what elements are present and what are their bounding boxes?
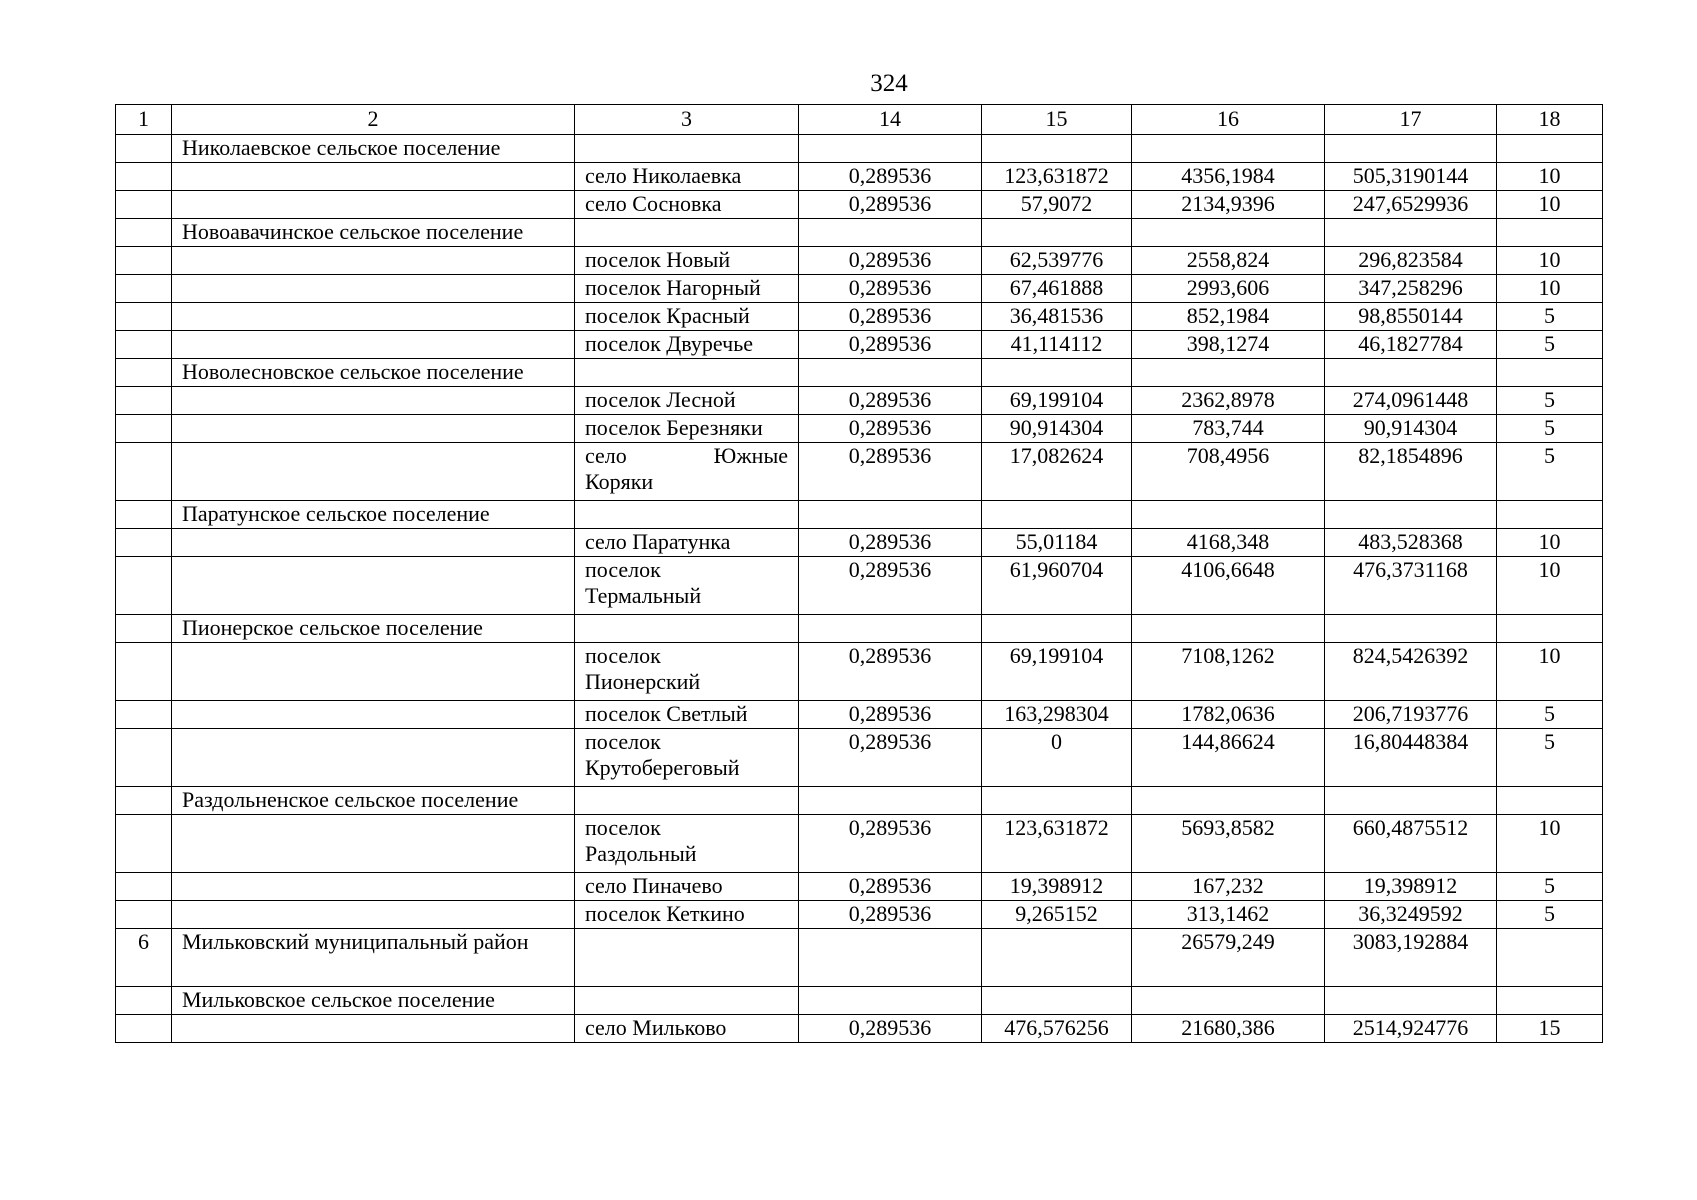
locality-cell: поселок Нагорный [575,275,799,303]
settlement-name-cell [172,529,575,557]
value-cell-14: 0,289536 [799,529,982,557]
locality-line: Пионерский [585,669,701,694]
value-cell-18: 5 [1497,331,1603,359]
locality-cell: село Николаевка [575,163,799,191]
row-number-cell [116,529,172,557]
row-number-cell: 6 [116,929,172,987]
table-body [116,105,1603,1043]
table-row [116,247,1603,275]
value-cell-16: 4168,348 [1132,529,1325,557]
empty-cell [799,929,982,987]
value-cell-17: 82,1854896 [1325,443,1497,501]
settlement-name-cell [172,415,575,443]
empty-cell [1132,219,1325,247]
empty-cell [575,987,799,1015]
value-cell-14: 0,289536 [799,701,982,729]
table-row [116,643,1603,701]
table-row [116,529,1603,557]
value-cell-16: 7108,1262 [1132,643,1325,701]
empty-cell [982,787,1132,815]
row-number-cell [116,443,172,501]
table-row [116,443,1603,501]
row-number-cell [116,729,172,787]
locality-cell [575,815,799,873]
settlement-name-cell [172,443,575,501]
row-number-cell [116,275,172,303]
empty-cell [1497,501,1603,529]
row-number-cell [116,701,172,729]
header-cell: 2 [172,105,575,135]
value-cell-18: 10 [1497,557,1603,615]
value-cell-18: 5 [1497,387,1603,415]
empty-cell [575,615,799,643]
table-row [116,901,1603,929]
value-cell-18: 10 [1497,163,1603,191]
row-number-cell [116,247,172,275]
value-cell-14: 0,289536 [799,415,982,443]
row-number-cell [116,643,172,701]
empty-cell [799,219,982,247]
settlement-name-cell [172,275,575,303]
settlement-name-cell [172,331,575,359]
locality-cell: поселок Новый [575,247,799,275]
value-cell-16: 26579,249 [1132,929,1325,987]
value-cell-16: 167,232 [1132,873,1325,901]
settlement-name-cell [172,643,575,701]
row-number-cell [116,815,172,873]
locality-cell [575,729,799,787]
value-cell-15: 62,539776 [982,247,1132,275]
table-row [116,701,1603,729]
empty-cell [982,987,1132,1015]
locality-line: поселок [585,815,661,840]
empty-cell [799,787,982,815]
settlement-name-cell [172,901,575,929]
value-cell-14: 0,289536 [799,331,982,359]
value-cell-15: 61,960704 [982,557,1132,615]
header-cell: 18 [1497,105,1603,135]
table-row [116,303,1603,331]
value-cell-15: 123,631872 [982,815,1132,873]
value-cell-17: 476,3731168 [1325,557,1497,615]
settlement-name-cell [172,387,575,415]
district-name-cell: Мильковский муниципальный район [172,929,575,987]
value-cell-15: 17,082624 [982,443,1132,501]
locality-line: поселок [585,729,661,754]
value-cell-17: 483,528368 [1325,529,1497,557]
locality-word: Южные [713,443,788,468]
row-number-cell [116,163,172,191]
value-cell-15: 67,461888 [982,275,1132,303]
empty-cell [575,501,799,529]
empty-cell [1497,359,1603,387]
row-number-cell [116,987,172,1015]
row-number-cell [116,135,172,163]
table-row [116,275,1603,303]
value-cell-14: 0,289536 [799,643,982,701]
value-cell-18: 10 [1497,191,1603,219]
empty-cell [1325,787,1497,815]
row-number-cell [116,615,172,643]
empty-cell [982,359,1132,387]
value-cell-15: 123,631872 [982,163,1132,191]
table-row [116,387,1603,415]
header-cell: 17 [1325,105,1497,135]
empty-cell [1325,219,1497,247]
header-cell: 3 [575,105,799,135]
value-cell-15: 57,9072 [982,191,1132,219]
header-row [116,105,1603,135]
locality-cell: поселок Кеткино [575,901,799,929]
empty-cell [575,929,799,987]
locality-line: поселок [585,557,661,582]
row-number-cell [116,415,172,443]
locality-line [585,443,788,469]
row-number-cell [116,359,172,387]
value-cell-17: 90,914304 [1325,415,1497,443]
locality-word: село [585,443,627,468]
value-cell-15: 163,298304 [982,701,1132,729]
empty-cell [982,135,1132,163]
empty-cell [1132,501,1325,529]
table-row [116,1015,1603,1043]
group-row [116,359,1603,387]
value-cell-18: 10 [1497,643,1603,701]
group-row [116,787,1603,815]
settlement-name-cell: Раздольненское сельское поселение [172,787,575,815]
empty-cell [982,929,1132,987]
value-cell-17: 19,398912 [1325,873,1497,901]
row-number-cell [116,501,172,529]
value-cell-17: 16,80448384 [1325,729,1497,787]
value-cell-18: 5 [1497,873,1603,901]
header-cell: 16 [1132,105,1325,135]
value-cell-14: 0,289536 [799,275,982,303]
empty-cell [1497,787,1603,815]
row-number-cell [116,331,172,359]
settlement-name-cell [172,815,575,873]
row-number-cell [116,901,172,929]
value-cell-18: 10 [1497,247,1603,275]
value-cell-18: 5 [1497,443,1603,501]
empty-cell [1497,615,1603,643]
locality-line: Крутобереговый [585,755,740,780]
locality-cell: село Сосновка [575,191,799,219]
locality-line: Коряки [585,469,654,494]
empty-cell [1325,135,1497,163]
group-row [116,501,1603,529]
value-cell-15: 9,265152 [982,901,1132,929]
value-cell-16: 5693,8582 [1132,815,1325,873]
row-number-cell [116,1015,172,1043]
value-cell-17: 2514,924776 [1325,1015,1497,1043]
value-cell-18: 10 [1497,529,1603,557]
value-cell-16: 313,1462 [1132,901,1325,929]
value-cell-16: 708,4956 [1132,443,1325,501]
settlement-name-cell [172,191,575,219]
value-cell-17: 296,823584 [1325,247,1497,275]
empty-cell [1497,219,1603,247]
value-cell-14: 0,289536 [799,303,982,331]
settlement-name-cell: Паратунское сельское поселение [172,501,575,529]
empty-cell [1325,501,1497,529]
row-number-cell [116,787,172,815]
settlement-name-cell: Новолесновское сельское поселение [172,359,575,387]
empty-cell [799,615,982,643]
value-cell-17: 46,1827784 [1325,331,1497,359]
table-row [116,163,1603,191]
value-cell-14: 0,289536 [799,443,982,501]
settlement-name-cell [172,247,575,275]
value-cell-14: 0,289536 [799,557,982,615]
group-row [116,615,1603,643]
value-cell-17: 206,7193776 [1325,701,1497,729]
value-cell-16: 144,86624 [1132,729,1325,787]
value-cell-16: 2993,606 [1132,275,1325,303]
value-cell-14: 0,289536 [799,1015,982,1043]
settlement-name-cell: Мильковское сельское поселение [172,987,575,1015]
value-cell-17: 824,5426392 [1325,643,1497,701]
locality-cell: поселок Светлый [575,701,799,729]
empty-cell [575,219,799,247]
value-cell-16: 4356,1984 [1132,163,1325,191]
value-cell-15: 19,398912 [982,873,1132,901]
group-row [116,929,1603,987]
empty-cell [1325,615,1497,643]
value-cell-16: 2134,9396 [1132,191,1325,219]
table-row [116,815,1603,873]
value-cell-15: 36,481536 [982,303,1132,331]
page-number: 324 [870,70,908,97]
row-number-cell [116,303,172,331]
value-cell-16: 783,744 [1132,415,1325,443]
locality-cell: поселок Березняки [575,415,799,443]
empty-cell [799,987,982,1015]
locality-cell [575,443,799,501]
row-number-cell [116,873,172,901]
empty-cell [1132,787,1325,815]
value-cell-18: 5 [1497,901,1603,929]
settlement-name-cell [172,557,575,615]
empty-cell [1497,135,1603,163]
value-cell-17: 36,3249592 [1325,901,1497,929]
value-cell-16: 21680,386 [1132,1015,1325,1043]
table-row [116,191,1603,219]
locality-line: поселок [585,643,661,668]
row-number-cell [116,219,172,247]
value-cell-17: 660,4875512 [1325,815,1497,873]
group-row [116,987,1603,1015]
value-cell-16: 4106,6648 [1132,557,1325,615]
locality-cell: село Паратунка [575,529,799,557]
value-cell-14: 0,289536 [799,387,982,415]
group-row [116,135,1603,163]
row-number-cell [116,191,172,219]
row-number-cell [116,387,172,415]
settlement-name-cell [172,303,575,331]
empty-cell [1132,359,1325,387]
settlement-name-cell: Новоавачинское сельское поселение [172,219,575,247]
value-cell-14: 0,289536 [799,163,982,191]
empty-cell [575,359,799,387]
value-cell-14: 0,289536 [799,729,982,787]
settlement-name-cell: Николаевское сельское поселение [172,135,575,163]
value-cell-14: 0,289536 [799,247,982,275]
value-cell-17: 347,258296 [1325,275,1497,303]
table-row [116,331,1603,359]
locality-line: Термальный [585,583,702,608]
row-number-cell [116,557,172,615]
value-cell-15: 69,199104 [982,387,1132,415]
value-cell-15: 41,114112 [982,331,1132,359]
empty-cell [1132,135,1325,163]
value-cell-18: 5 [1497,729,1603,787]
locality-cell: село Пиначево [575,873,799,901]
empty-cell [1325,359,1497,387]
value-cell-17: 98,8550144 [1325,303,1497,331]
value-cell-18: 5 [1497,701,1603,729]
locality-cell: село Мильково [575,1015,799,1043]
empty-cell [799,501,982,529]
data-table [115,104,1603,1043]
empty-cell [1132,987,1325,1015]
value-cell-18: 10 [1497,815,1603,873]
value-cell-17: 505,3190144 [1325,163,1497,191]
locality-cell: поселок Лесной [575,387,799,415]
locality-line: Раздольный [585,841,697,866]
value-cell-16: 2362,8978 [1132,387,1325,415]
value-cell-14: 0,289536 [799,873,982,901]
empty-cell [799,359,982,387]
table-row [116,729,1603,787]
settlement-name-cell: Пионерское сельское поселение [172,615,575,643]
value-cell-18: 15 [1497,1015,1603,1043]
table-row [116,873,1603,901]
settlement-name-cell [172,701,575,729]
value-cell-17: 3083,192884 [1325,929,1497,987]
value-cell-14: 0,289536 [799,815,982,873]
settlement-name-cell [172,873,575,901]
value-cell-15: 55,01184 [982,529,1132,557]
empty-cell [982,219,1132,247]
empty-cell [1132,615,1325,643]
empty-cell [1497,929,1603,987]
empty-cell [1325,987,1497,1015]
header-cell: 1 [116,105,172,135]
value-cell-15: 90,914304 [982,415,1132,443]
value-cell-18: 10 [1497,275,1603,303]
header-cell: 15 [982,105,1132,135]
value-cell-15: 0 [982,729,1132,787]
empty-cell [799,135,982,163]
value-cell-16: 1782,0636 [1132,701,1325,729]
empty-cell [575,135,799,163]
locality-cell [575,557,799,615]
settlement-name-cell [172,729,575,787]
empty-cell [1497,987,1603,1015]
value-cell-15: 476,576256 [982,1015,1132,1043]
value-cell-17: 274,0961448 [1325,387,1497,415]
table-row [116,415,1603,443]
value-cell-18: 5 [1497,303,1603,331]
value-cell-17: 247,6529936 [1325,191,1497,219]
settlement-name-cell [172,1015,575,1043]
table-row [116,557,1603,615]
locality-cell: поселок Красный [575,303,799,331]
value-cell-14: 0,289536 [799,191,982,219]
empty-cell [575,787,799,815]
empty-cell [982,501,1132,529]
value-cell-18: 5 [1497,415,1603,443]
value-cell-16: 852,1984 [1132,303,1325,331]
value-cell-16: 2558,824 [1132,247,1325,275]
value-cell-15: 69,199104 [982,643,1132,701]
empty-cell [982,615,1132,643]
group-row [116,219,1603,247]
value-cell-16: 398,1274 [1132,331,1325,359]
header-cell: 14 [799,105,982,135]
value-cell-14: 0,289536 [799,901,982,929]
locality-cell: поселок Двуречье [575,331,799,359]
settlement-name-cell [172,163,575,191]
locality-cell [575,643,799,701]
